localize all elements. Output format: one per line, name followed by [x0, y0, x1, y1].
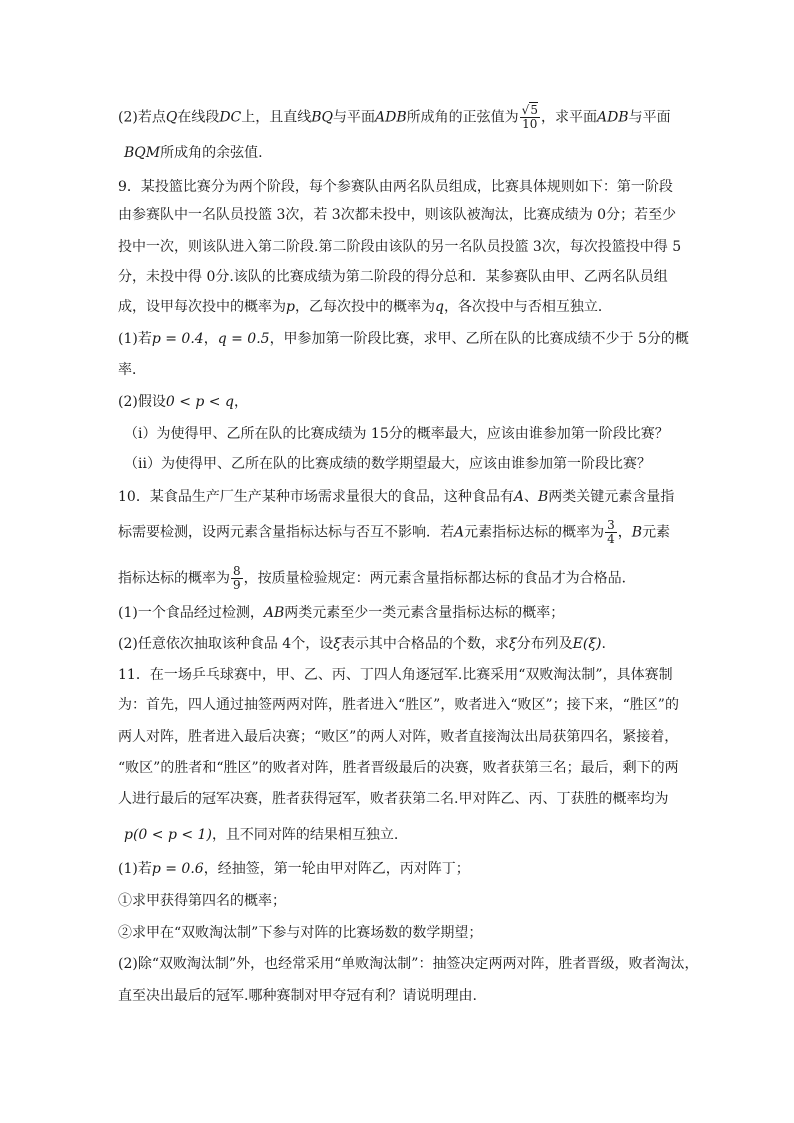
- math-var: ξ: [508, 636, 517, 652]
- text: (1)一个食品经过检测，: [118, 605, 264, 621]
- text: 元素: [642, 524, 671, 541]
- math-var: BQM: [124, 145, 161, 161]
- problem11-part2-line2: 直至决出最后的冠军.哪种赛制对甲夺冠有利？请说明理由.: [118, 988, 477, 1004]
- math-var: B: [631, 524, 643, 541]
- problem11-line2: 为：首先，四人通过抽签两两对阵，胜者进入“胜区”，败者进入“败区”；接下来，“胜区”的: [118, 697, 679, 713]
- fraction-denominator: 4: [607, 532, 615, 546]
- fraction-numerator: 5: [530, 103, 538, 117]
- math-expr: 0 < p < q: [165, 394, 234, 410]
- text: ，: [617, 524, 632, 541]
- math-var: AB: [263, 605, 285, 621]
- problem9-line5: [118, 297, 678, 317]
- text: 表示其中合格品的个数，求: [340, 636, 509, 652]
- text: 所成角的余弦值.: [160, 145, 263, 161]
- text: ，各次投中与否相互独立．: [443, 299, 612, 315]
- problem9-line2: 由参赛队中一名队员投篮 3次，若 3次都未投中，则该队被淘汰，比赛成绩为 0分；若至少: [118, 207, 677, 223]
- math-var: B: [537, 489, 549, 505]
- problem10-part2: [118, 634, 678, 654]
- math-expr: p = 0.6: [151, 861, 204, 877]
- math-var: BQ: [311, 109, 334, 126]
- text: ，: [203, 331, 218, 347]
- math-var: Q: [165, 109, 178, 126]
- fraction-denominator: 10: [522, 117, 538, 131]
- problem9-part2-line1: [118, 392, 678, 412]
- text: 在线段: [177, 109, 220, 126]
- text: .: [601, 636, 606, 652]
- problem9-line3: 投中一次，则该队进入第二阶段.第二阶段由该队的另一名队员投篮 3次，每次投篮投中得 5: [118, 239, 682, 255]
- text: 元素指标达标的概率为: [464, 524, 605, 541]
- problem11-line3: 两人对阵，胜者进入最后决赛；“败区”的两人对阵，败者直接淘汰出局获第四名，紧接着，: [118, 729, 679, 745]
- fraction-8-over-9: [231, 565, 243, 592]
- problem8-part2-line1: [118, 104, 678, 131]
- text: 上，且直线: [241, 109, 312, 126]
- text: ，乙每次投中的概率为: [294, 299, 435, 315]
- text: ，甲参加第一阶段比赛，求甲、乙所在队的比赛成绩不少于 5分的概: [269, 331, 689, 347]
- problem10-part1: [118, 603, 678, 623]
- text: 两类关键元素含量指: [548, 489, 675, 505]
- text: 指标达标的概率为: [118, 570, 230, 587]
- text: 所成角的正弦值为: [406, 109, 519, 126]
- text: 两类元素至少一类元素含量指标达标的概率；: [284, 605, 565, 621]
- text: (2)假设: [118, 394, 166, 410]
- math-var: ADB: [375, 109, 407, 126]
- problem11-line4: “败区”的胜者和“胜区”的败者对阵，胜者晋级最后的决赛，败者获第三名；最后，剩下的两: [118, 760, 679, 776]
- problem9-part2-i: （i）为使得甲、乙所在队的比赛成绩为 15分的概率最大，应该由谁参加第一阶段比赛？: [124, 426, 669, 442]
- text: 成，设甲每次投中的概率为: [118, 299, 286, 315]
- sqrt-symbol: √: [521, 103, 530, 117]
- problem11-line5: 人进行最后的冠军决赛，胜者获得冠军，败者获第二名.甲对阵乙、丙、丁获胜的概率均为: [118, 791, 669, 807]
- problem11-part2-line1: (2)除“双败淘汰制”外，也经常采用“单败淘汰制”：抽签决定两两对阵，胜者晋级，败者淘汰，: [118, 956, 699, 972]
- problem9-line4: 分，未投中得 0分.该队的比赛成绩为第二阶段的得分总和．某参赛队由甲、乙两名队员组: [118, 269, 668, 285]
- math-expr: q = 0.5: [217, 331, 270, 347]
- text: 与平面: [333, 109, 376, 126]
- text: ，按质量检验规定：两元素含量指标都达标的食品才为合格品．: [243, 570, 636, 587]
- text: ，且不同对阵的结果相互独立.: [211, 827, 399, 843]
- text: (2)若点: [118, 109, 166, 126]
- fraction-sqrt5-over-10: [520, 104, 540, 131]
- text: 分布列及: [516, 636, 573, 652]
- math-expr: p(0 < p < 1): [124, 827, 212, 843]
- fraction-denominator: 9: [233, 578, 241, 592]
- problem9-line1: 9．某投篮比赛分为两个阶段，每个参赛队由两名队员组成，比赛具体规则如下：第一阶段: [118, 179, 673, 195]
- math-expr: p = 0.4: [151, 331, 204, 347]
- text: (1)若: [118, 861, 152, 877]
- problem11-line1: 11．在一场乒乓球赛中，甲、乙、丙、丁四人角逐冠军.比赛采用“双败淘汰制”，具体赛制: [118, 667, 673, 683]
- math-var: DC: [219, 109, 242, 126]
- text: ，经抽签，第一轮由甲对阵乙，丙对阵丁；: [203, 861, 470, 877]
- math-var: ADB: [596, 109, 629, 126]
- math-var: ξ: [333, 636, 341, 652]
- text: (1)若: [118, 331, 152, 347]
- text: 、: [523, 489, 538, 505]
- fraction-3-over-4: [605, 519, 617, 546]
- fraction-numerator: 8: [233, 564, 241, 578]
- problem9-part2-ii: （ii）为使得甲、乙所在队的比赛成绩的数学期望最大，应该由谁参加第一阶段比赛？: [124, 456, 651, 472]
- problem11-line6: [124, 825, 684, 845]
- fraction-numerator: 3: [607, 518, 615, 532]
- problem11-part1-sub1: ①求甲获得第四名的概率；: [118, 893, 286, 909]
- math-var: A: [513, 489, 524, 505]
- math-var: q: [434, 299, 444, 315]
- text: 与平面: [628, 109, 671, 126]
- problem10-line1: [118, 487, 678, 507]
- problem8-part2-line2: [124, 143, 684, 163]
- math-var: A: [454, 524, 465, 541]
- text: 10．某食品生产厂生产某种市场需求量很大的食品，这种食品有: [118, 489, 514, 505]
- problem9-part1-line1: [118, 329, 689, 349]
- problem10-line3: [118, 565, 678, 592]
- text: (2)任意依次抽取该种食品 4个，设: [118, 636, 334, 652]
- problem11-part1-sub2: ②求甲在“双败淘汰制”下参与对阵的比赛场数的数学期望；: [118, 925, 483, 941]
- problem11-part1: [118, 859, 678, 879]
- problem10-line2: [118, 519, 678, 546]
- math-var: p: [286, 299, 295, 315]
- math-expr: E(ξ): [572, 636, 602, 652]
- problem9-part1-line2: 率．: [118, 362, 146, 378]
- text: ，: [233, 394, 248, 410]
- text: ，求平面: [540, 109, 597, 126]
- text: 标需要检测，设两元素含量指标达标与否互不影响．若: [118, 524, 454, 541]
